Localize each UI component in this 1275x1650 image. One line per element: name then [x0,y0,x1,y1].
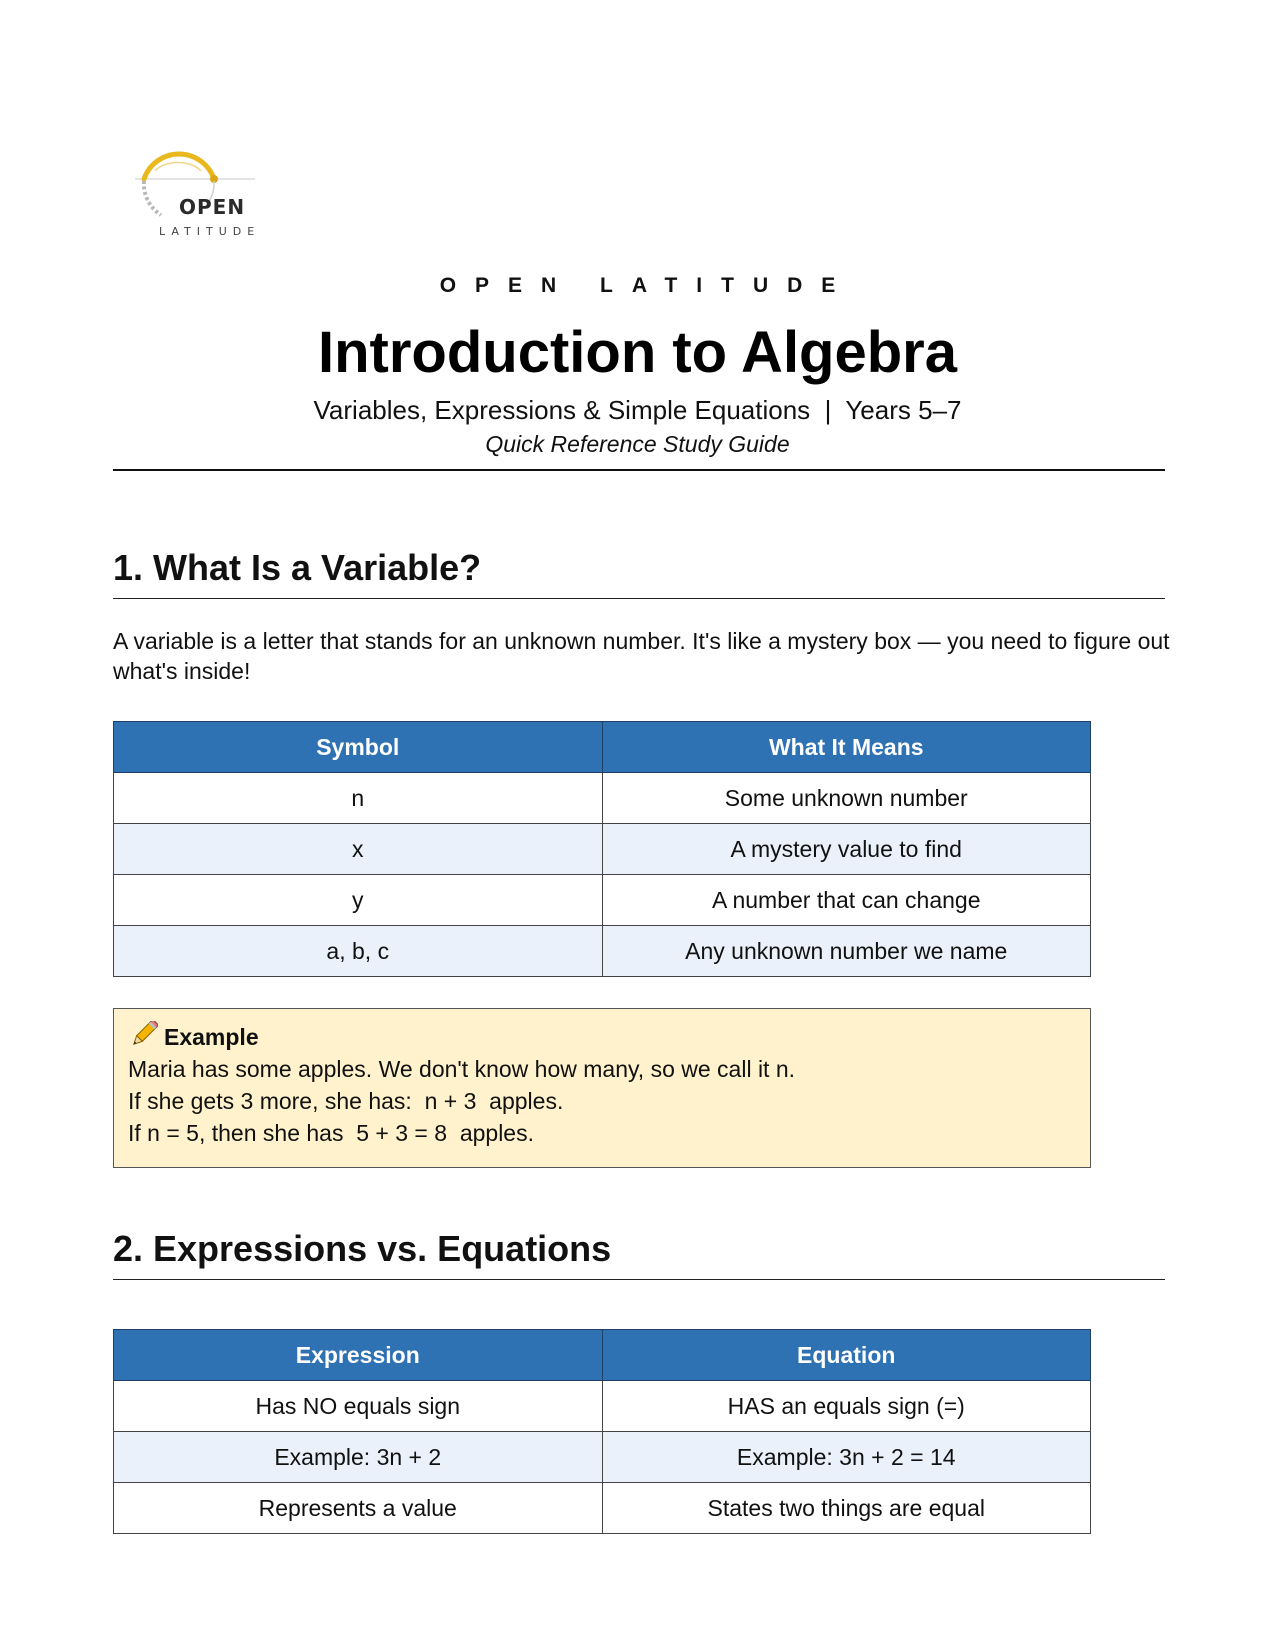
table-cell: Some unknown number [602,773,1091,824]
page-title: Introduction to Algebra [317,320,958,385]
table-row [114,824,1091,875]
table-cell: a, b, c [114,926,603,977]
section-2-divider [113,1279,1165,1280]
table-cell: Represents a value [114,1483,603,1534]
example-heading: Example [164,1024,259,1050]
table-row [114,1381,1091,1432]
section-1-heading: 1. What Is a Variable? [113,547,482,588]
example-line: If n = 5, then she has 5 + 3 = 8 apples. [128,1120,534,1146]
section-2-heading: 2. Expressions vs. Equations [113,1228,612,1269]
table-cell: Example: 3n + 2 = 14 [602,1432,1091,1483]
page-subtitle: Variables, Expressions & Simple Equations | Years 5–7 [313,395,962,425]
example-line: Maria has some apples. We don't know how many, so we call it n. [128,1056,796,1082]
table-cell: n [114,773,603,824]
expressions-equations-table [113,1329,1091,1534]
table-row [114,773,1091,824]
table-header-row [114,722,1091,773]
section-1-intro: A variable is a letter that stands for an unknown number. It's like a mystery box — you need to figure out what's inside! [113,628,1170,684]
table-cell: Any unknown number we name [602,926,1091,977]
example-line: If she gets 3 more, she has: n + 3 apples. [128,1088,564,1114]
table-row [114,1483,1091,1534]
table-cell: HAS an equals sign (=) [602,1381,1091,1432]
header-divider [113,469,1165,471]
pencil-icon [128,1021,158,1055]
table-cell: A mystery value to find [602,824,1091,875]
example-callout [113,1008,1091,1168]
table-header-cell: Symbol [114,722,603,773]
example-heading-row [128,1021,259,1055]
table-row [114,875,1091,926]
table-cell: States two things are equal [602,1483,1091,1534]
logo-wordmark-open: OPEN [179,195,246,219]
table-row [114,926,1091,977]
brand-name: OPEN LATITUDE [439,274,855,297]
logo-wordmark-latitude: LATITUDE [159,225,261,238]
table-cell: A number that can change [602,875,1091,926]
table-header-cell: Equation [602,1330,1091,1381]
page-tagline: Quick Reference Study Guide [485,431,790,457]
table-cell: x [114,824,603,875]
table-header-cell: Expression [114,1330,603,1381]
section-1-divider [113,598,1165,599]
open-latitude-logo [135,143,265,243]
table-cell: Example: 3n + 2 [114,1432,603,1483]
table-cell: Has NO equals sign [114,1381,603,1432]
table-cell: y [114,875,603,926]
table-header-row [114,1330,1091,1381]
table-header-cell: What It Means [602,722,1091,773]
variables-table [113,721,1091,977]
table-row [114,1432,1091,1483]
